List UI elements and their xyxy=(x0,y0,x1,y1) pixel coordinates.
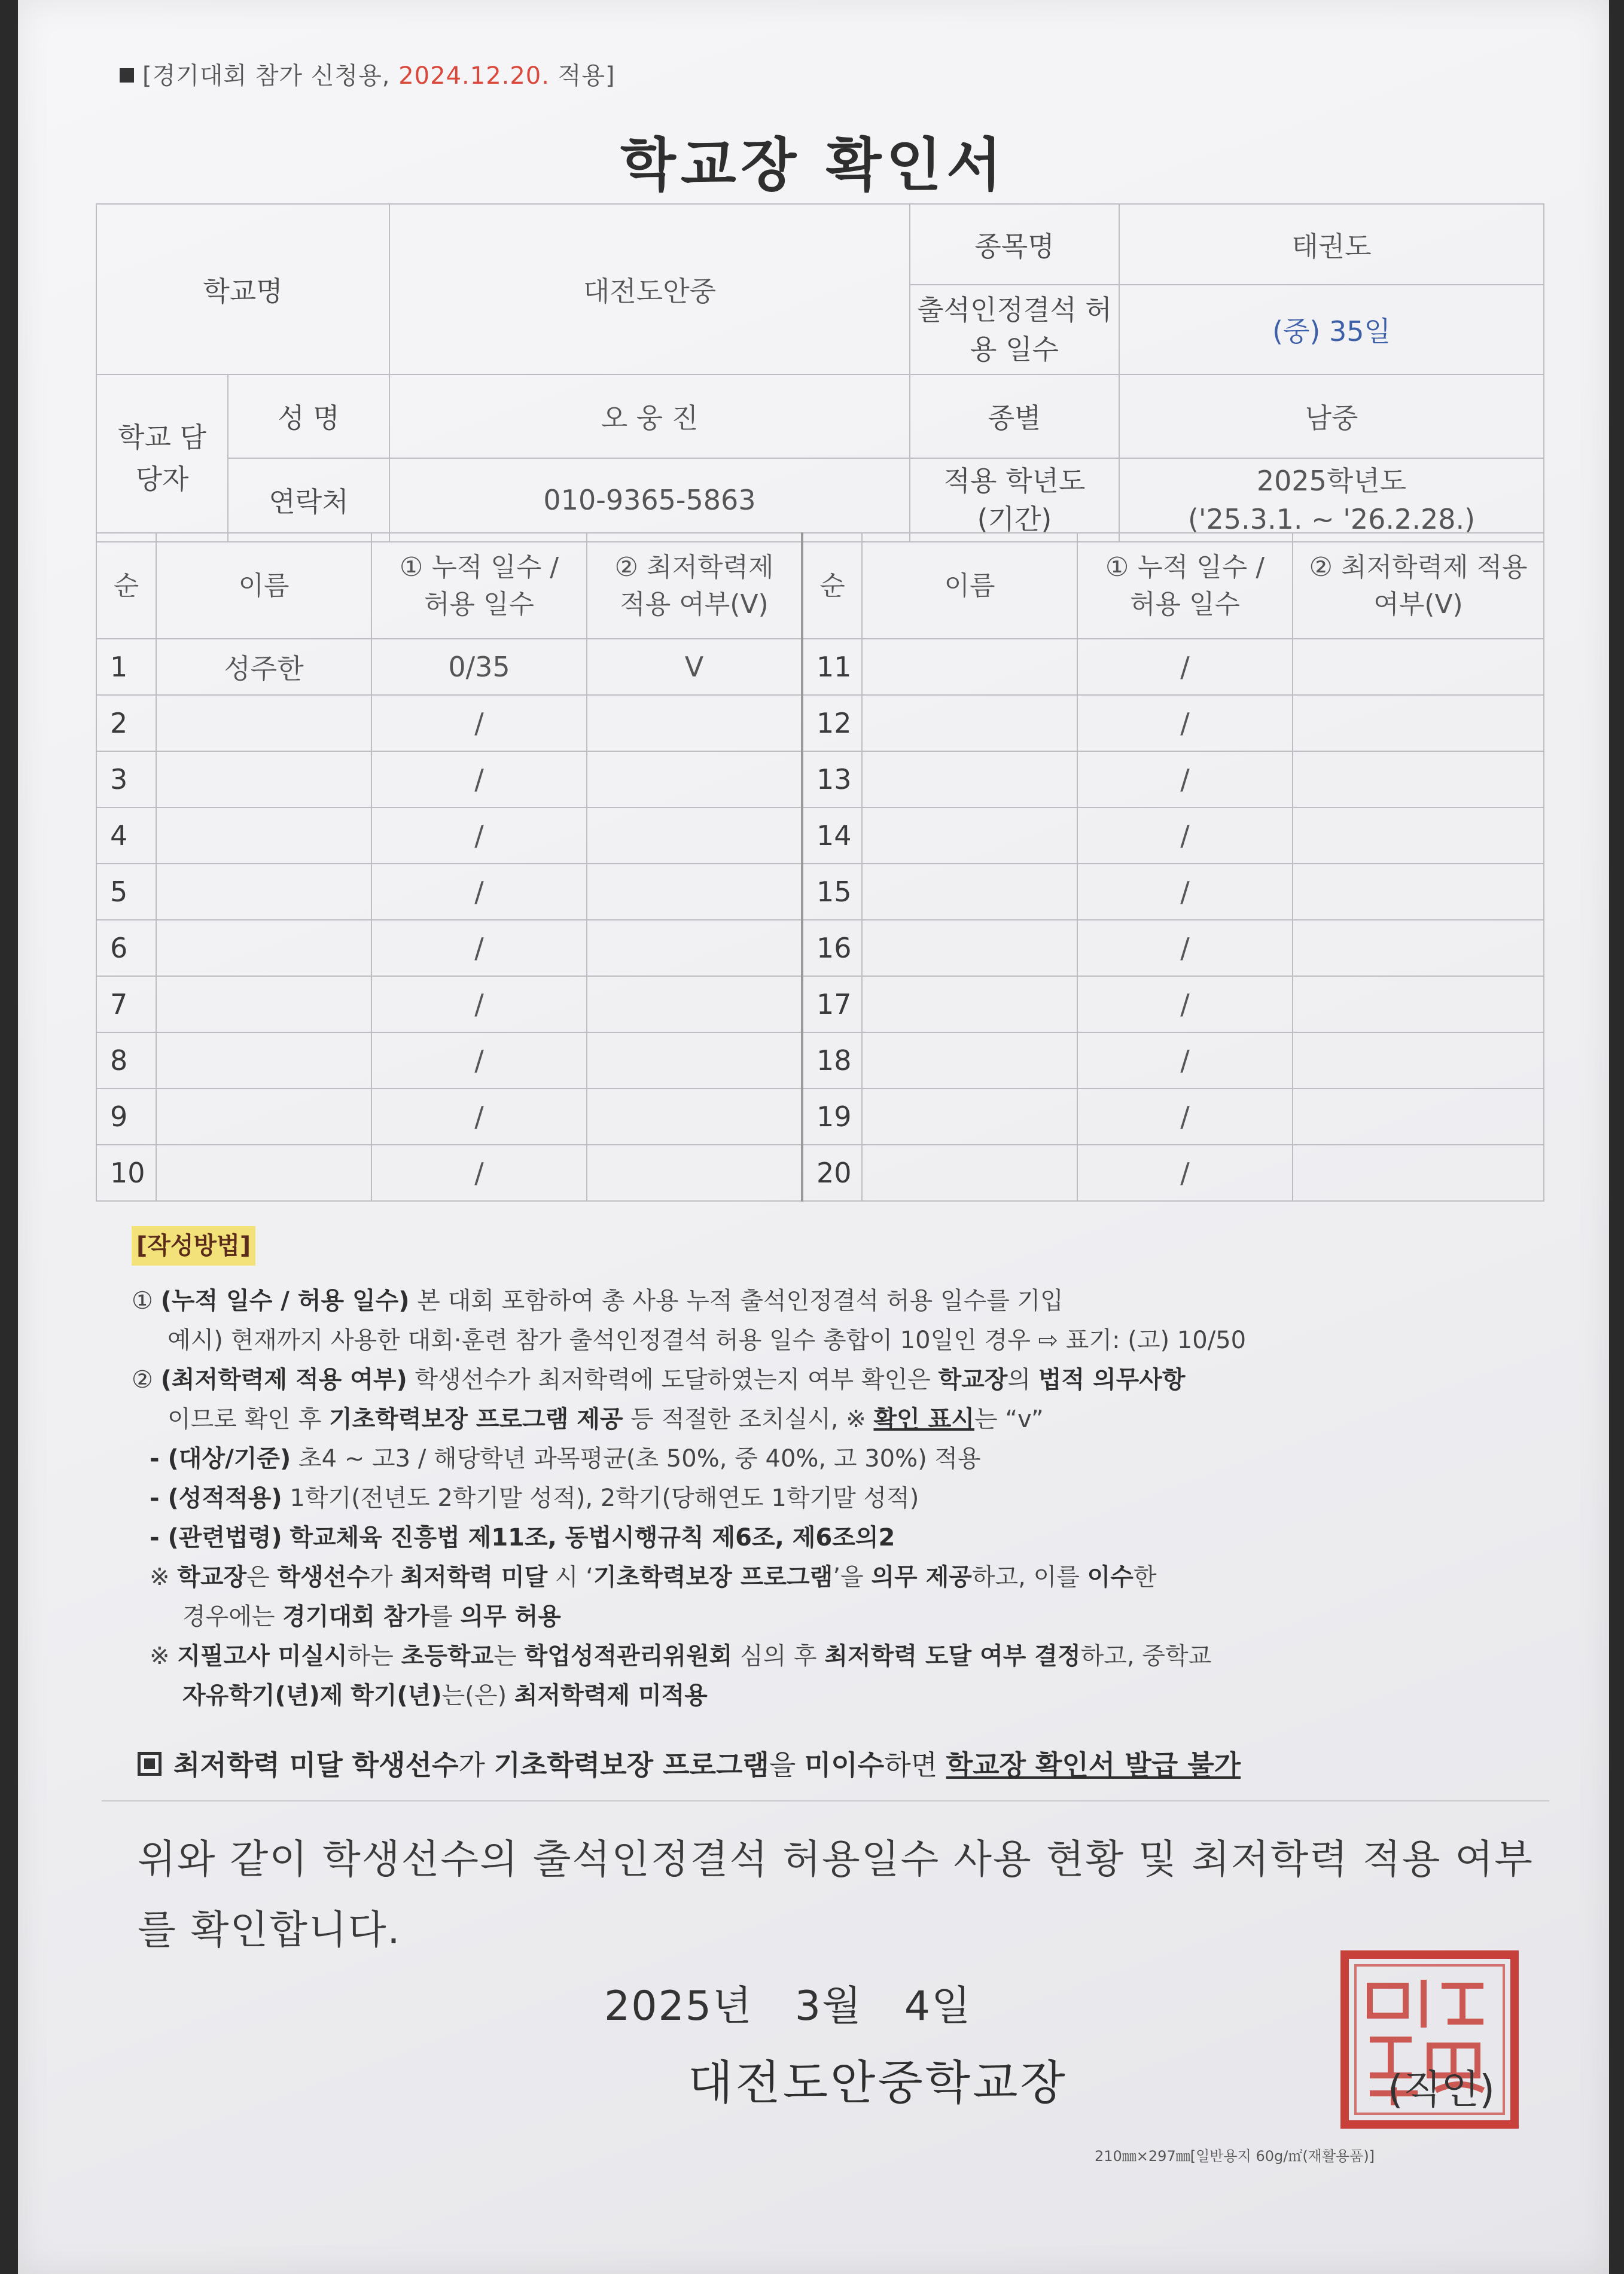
year-value: 2025학년도 xyxy=(1256,465,1407,497)
notice-prefix: [경기대회 참가 신청용, xyxy=(142,62,391,90)
accumulated-days: / xyxy=(1077,695,1293,751)
instruction-2-text: 등 적절한 조치실시, ※ xyxy=(630,1406,866,1433)
note-text: 심의 후 xyxy=(740,1642,817,1670)
instructions xyxy=(132,1226,1537,1715)
note-text: 초등학교 xyxy=(401,1642,494,1670)
note-text: 는(은) xyxy=(441,1682,507,1709)
instruction-2-heading: (최저학력제 적용 여부) xyxy=(160,1366,407,1394)
student-name xyxy=(862,864,1077,920)
accumulated-days: / xyxy=(1077,1145,1293,1201)
allowed-days-value: (중) 35일 xyxy=(1119,285,1544,374)
date-month: 3월 xyxy=(794,1983,863,2030)
student-name xyxy=(862,976,1077,1032)
date-day: 4일 xyxy=(904,1983,972,2030)
note-text: 자유학기(년)제 xyxy=(182,1682,343,1709)
year-cell xyxy=(1119,458,1544,542)
student-name xyxy=(862,1089,1077,1145)
note-text: 가 xyxy=(370,1563,393,1591)
instruction-2-emph: 법적 의무사항 xyxy=(1038,1366,1186,1394)
row-number: 5 xyxy=(96,864,156,920)
basic-academic-check xyxy=(587,976,802,1032)
accumulated-days: / xyxy=(1077,920,1293,976)
marker-2: ② xyxy=(132,1366,153,1394)
detail-grade-text: 1학기(전년도 2학기말 성적), 2학기(당해연도 1학기말 성적) xyxy=(290,1484,919,1512)
row-number: 10 xyxy=(96,1145,156,1201)
note-text: 하는 xyxy=(347,1642,394,1670)
basic-academic-check xyxy=(587,864,802,920)
student-name xyxy=(156,751,371,807)
instruction-1-text: 본 대회 포함하여 총 사용 누적 출석인정결석 허용 일수를 기입 xyxy=(417,1287,1064,1315)
instruction-2-text: 는 “v” xyxy=(974,1406,1044,1433)
row-number: 4 xyxy=(96,807,156,864)
row-number: 9 xyxy=(96,1089,156,1145)
period-value: ('25.3.1. ~ '26.2.28.) xyxy=(1187,503,1476,535)
accumulated-days: / xyxy=(371,751,587,807)
accumulated-days: / xyxy=(371,1089,587,1145)
accumulated-days: / xyxy=(371,976,587,1032)
accumulated-days: / xyxy=(1077,976,1293,1032)
note-text: 한 xyxy=(1133,1563,1157,1591)
category-value: 남중 xyxy=(1119,374,1544,458)
school-value: 대전도안중 xyxy=(389,204,910,374)
detail-target-text: 초4 ~ 고3 / 해당학년 과목평균(초 50%, 중 40%, 고 30%) 적용 xyxy=(298,1445,981,1473)
detail-law-text: 학교체육 진흥법 제11조, 동법시행규칙 제6조, 제6조의2 xyxy=(290,1524,895,1551)
student-name xyxy=(862,1032,1077,1089)
detail-target-label: - (대상/기준) xyxy=(150,1445,291,1473)
roster-row xyxy=(96,639,1544,695)
seal-label: (직인) xyxy=(1388,2066,1495,2113)
note-1 xyxy=(132,1557,1537,1597)
final-note-text: 기초학력보장 프로그램 xyxy=(493,1749,769,1781)
student-name xyxy=(862,639,1077,695)
student-name xyxy=(862,695,1077,751)
row-number: 2 xyxy=(96,695,156,751)
final-note-text: 최저학력 미달 학생선수 xyxy=(173,1749,459,1781)
basic-academic-check xyxy=(587,751,802,807)
manager-label: 학교 담당자 xyxy=(96,374,228,542)
year-label: 적용 학년도 (기간) xyxy=(910,458,1119,542)
note-text: 의무 제공 xyxy=(871,1563,972,1591)
note-text: 를 xyxy=(429,1603,453,1630)
basic-academic-check xyxy=(587,1032,802,1089)
accumulated-days: / xyxy=(371,920,587,976)
basic-academic-check xyxy=(1293,920,1544,976)
roster-row xyxy=(96,920,1544,976)
instruction-1-heading: (누적 일수 / 허용 일수) xyxy=(160,1287,410,1315)
student-name xyxy=(156,1145,371,1201)
header-basic-left: ② 최저학력제 적용 여부(V) xyxy=(587,533,802,639)
row-number: 18 xyxy=(802,1032,862,1089)
student-name xyxy=(156,807,371,864)
roster-header-row xyxy=(96,533,1544,639)
instruction-2-text: 학생선수가 최저학력에 도달하였는지 여부 확인은 xyxy=(415,1366,931,1394)
row-number: 16 xyxy=(802,920,862,976)
contact-value: 010-9365-5863 xyxy=(389,458,910,542)
document-page xyxy=(18,0,1609,2274)
basic-academic-check xyxy=(587,920,802,976)
row-number: 15 xyxy=(802,864,862,920)
note-mark: ※ xyxy=(150,1563,170,1591)
final-note-text: 미이수 xyxy=(804,1749,885,1781)
note-text: 학교장 xyxy=(177,1563,247,1591)
accumulated-days: / xyxy=(371,695,587,751)
roster-row xyxy=(96,976,1544,1032)
accumulated-days: / xyxy=(371,1032,587,1089)
row-number: 19 xyxy=(802,1089,862,1145)
note-2 xyxy=(132,1636,1537,1676)
roster-row xyxy=(96,807,1544,864)
header-no-left: 순 xyxy=(96,533,156,639)
roster-row xyxy=(96,695,1544,751)
accumulated-days: / xyxy=(1077,1089,1293,1145)
note-text: 시 ‘ xyxy=(554,1563,593,1591)
student-name: 성주한 xyxy=(156,639,371,695)
accumulated-days: / xyxy=(371,864,587,920)
student-name xyxy=(156,695,371,751)
row-number: 7 xyxy=(96,976,156,1032)
header-basic-right: ② 최저학력제 적용 여부(V) xyxy=(1293,533,1544,639)
student-name xyxy=(156,920,371,976)
final-note-warning: 학교장 확인서 발급 불가 xyxy=(946,1749,1241,1781)
notice-date: 2024.12.20. xyxy=(398,62,550,90)
instruction-2-emph: 기초학력보장 프로그램 제공 xyxy=(329,1406,623,1433)
marker-1: ① xyxy=(132,1287,153,1315)
header-no-right: 순 xyxy=(802,533,862,639)
notice-line xyxy=(120,57,616,91)
note-text: 최저학력제 미적용 xyxy=(514,1682,708,1709)
detail-law-label: - (관련법령) xyxy=(150,1524,282,1551)
row-number: 3 xyxy=(96,751,156,807)
basic-academic-check xyxy=(1293,1145,1544,1201)
basic-academic-check xyxy=(1293,976,1544,1032)
roster-row xyxy=(96,864,1544,920)
roster-row xyxy=(96,751,1544,807)
basic-academic-check xyxy=(587,807,802,864)
instruction-2-emph: 학교장 xyxy=(938,1366,1008,1394)
accumulated-days: / xyxy=(1077,864,1293,920)
accumulated-days: / xyxy=(1077,751,1293,807)
row-number: 20 xyxy=(802,1145,862,1201)
note-text: 이수 xyxy=(1087,1563,1134,1591)
note-text: 경우에는 xyxy=(182,1603,275,1630)
row-number: 6 xyxy=(96,920,156,976)
student-name xyxy=(156,1089,371,1145)
note-mark: ※ xyxy=(150,1642,170,1670)
row-number: 13 xyxy=(802,751,862,807)
student-name xyxy=(862,807,1077,864)
event-value: 태권도 xyxy=(1119,204,1544,285)
category-label: 종별 xyxy=(910,374,1119,458)
final-note-text: 가 xyxy=(458,1749,485,1781)
roster-row xyxy=(96,1032,1544,1089)
note-text: ’을 xyxy=(833,1563,864,1591)
instructions-title: [작성방법] xyxy=(132,1226,255,1266)
square-bullet-icon xyxy=(120,68,134,83)
paper-spec: 210㎜×297㎜[일반용지 60g/㎡(재활용품)] xyxy=(1095,2148,1375,2165)
note-text: 학업성적관리위원회 xyxy=(524,1642,733,1670)
basic-academic-check xyxy=(1293,751,1544,807)
basic-academic-check xyxy=(1293,695,1544,751)
note-text: 지필고사 미실시 xyxy=(177,1642,348,1670)
basic-academic-check xyxy=(587,1145,802,1201)
note-text: 최저학력 도달 여부 결정 xyxy=(824,1642,1081,1670)
allowed-days-label: 출석인정결석 허용 일수 xyxy=(910,285,1119,374)
accumulated-days: 0/35 xyxy=(371,639,587,695)
date-year: 2025년 xyxy=(604,1983,753,2030)
accumulated-days: / xyxy=(1077,1032,1293,1089)
instruction-1-example: 예시) 현재까지 사용한 대회·훈련 참가 출석인정결석 허용 일수 총합이 10일인 경우 ⇨ 표기: (고) 10/50 xyxy=(167,1327,1247,1354)
note-text: 하고, 중학교 xyxy=(1080,1642,1212,1670)
checkbox-square-icon xyxy=(138,1752,162,1776)
instruction-2-text: 이므로 확인 후 xyxy=(167,1406,322,1433)
header-days-right: ① 누적 일수 / 허용 일수 xyxy=(1077,533,1293,639)
accumulated-days: / xyxy=(371,1145,587,1201)
student-name xyxy=(156,1032,371,1089)
student-name xyxy=(156,976,371,1032)
note-text: 은 xyxy=(246,1563,270,1591)
row-number: 8 xyxy=(96,1032,156,1089)
accumulated-days: / xyxy=(1077,639,1293,695)
instruction-2-emph: 확인 표시 xyxy=(873,1406,974,1433)
notice-suffix: 적용] xyxy=(557,62,616,90)
roster-row xyxy=(96,1145,1544,1201)
row-number: 1 xyxy=(96,639,156,695)
roster-table xyxy=(96,532,1544,1202)
document-title: 학교장 확인서 xyxy=(620,132,1007,199)
final-note-text: 을 xyxy=(769,1749,796,1781)
final-note xyxy=(138,1743,1531,1783)
event-label: 종목명 xyxy=(910,204,1119,285)
note-text: 경기대회 참가 xyxy=(282,1603,430,1630)
student-name xyxy=(862,920,1077,976)
student-name xyxy=(862,751,1077,807)
contact-label: 연락처 xyxy=(228,458,389,542)
student-name xyxy=(862,1145,1077,1201)
note-text: 기초학력보장 프로그램 xyxy=(593,1563,833,1591)
basic-academic-check xyxy=(587,695,802,751)
basic-academic-check xyxy=(1293,639,1544,695)
header-days-left: ① 누적 일수 / 허용 일수 xyxy=(371,533,587,639)
signer: 대전도안중학교장 xyxy=(688,2056,1068,2110)
basic-academic-check xyxy=(1293,1032,1544,1089)
confirmation-statement: 위와 같이 학생선수의 출석인정결석 허용일수 사용 현황 및 최저학력 적용 여부를 확인합니다. xyxy=(138,1836,1534,1953)
info-table xyxy=(96,203,1544,542)
row-number: 14 xyxy=(802,807,862,864)
issue-date xyxy=(604,1974,1014,2032)
header-name-right: 이름 xyxy=(862,533,1077,639)
note-text: 최저학력 미달 xyxy=(400,1563,548,1591)
divider xyxy=(102,1800,1549,1801)
row-number: 11 xyxy=(802,639,862,695)
detail-grade-label: - (성적적용) xyxy=(150,1484,282,1512)
note-text: 학기(년) xyxy=(351,1682,442,1709)
accumulated-days: / xyxy=(1077,807,1293,864)
basic-academic-check xyxy=(587,1089,802,1145)
note-text: 하고, 이를 xyxy=(971,1563,1080,1591)
accumulated-days: / xyxy=(371,807,587,864)
basic-academic-check xyxy=(1293,1089,1544,1145)
note-text: 의무 허용 xyxy=(460,1603,561,1630)
instruction-2-text: 의 xyxy=(1007,1366,1031,1394)
manager-name-value: 오 웅 진 xyxy=(389,374,910,458)
basic-academic-check: V xyxy=(587,639,802,695)
final-note-text: 하면 xyxy=(884,1749,938,1781)
note-text: 는 xyxy=(493,1642,517,1670)
header-name-left: 이름 xyxy=(156,533,371,639)
basic-academic-check xyxy=(1293,864,1544,920)
roster-row xyxy=(96,1089,1544,1145)
name-label: 성 명 xyxy=(228,374,389,458)
row-number: 12 xyxy=(802,695,862,751)
school-label: 학교명 xyxy=(96,204,389,374)
row-number: 17 xyxy=(802,976,862,1032)
student-name xyxy=(156,864,371,920)
note-text: 학생선수 xyxy=(277,1563,370,1591)
basic-academic-check xyxy=(1293,807,1544,864)
